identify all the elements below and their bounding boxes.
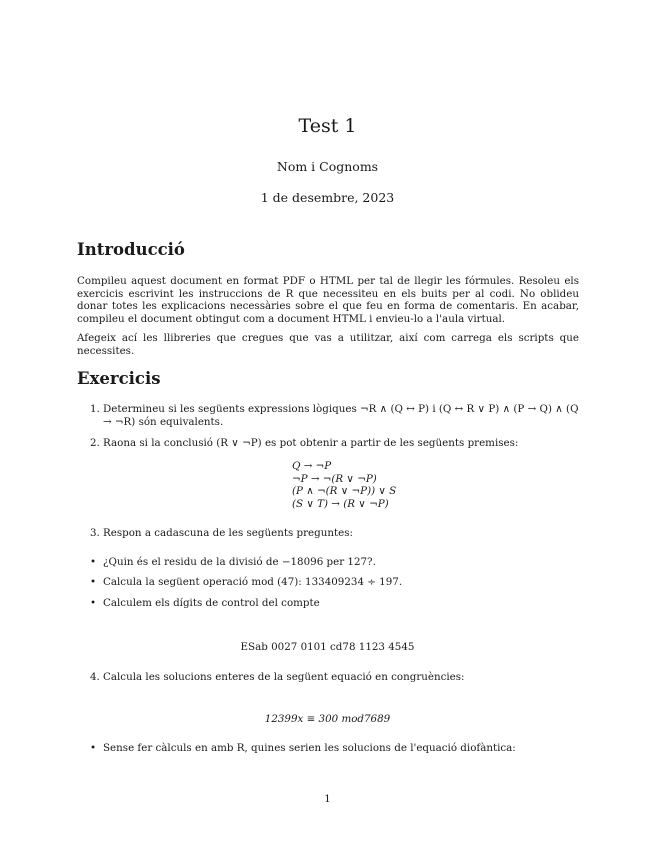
exercise-text: Respon a cadascuna de les següents preguntes: <box>103 527 353 539</box>
bullet-text: Calcula la següent operació mod (47): 133409234 ÷ 197. <box>103 576 403 588</box>
bullet-text: Calculem els dígits de control del compte <box>103 597 320 609</box>
page-number: 1 <box>324 793 331 805</box>
bullet-text: Sense fer càlculs en amb R, quines serien les solucions de l'equació diofàntica: <box>103 742 516 754</box>
section-heading-exercises: Exercicis <box>77 369 161 388</box>
document-title: Test 1 <box>298 115 357 137</box>
exercise-text: Raona si la conclusió (R ∨ ¬P) es pot obtenir a partir de les següents premises: <box>103 437 519 449</box>
document-date: 1 de desembre, 2023 <box>260 190 395 205</box>
bullet-text: ¿Quin és el residu de la divisió de −18096 per 127?. <box>103 556 376 568</box>
account-display: ESab 0027 0101 cd78 1123 4545 <box>240 641 415 653</box>
premises-list <box>292 460 396 511</box>
exercise-number: 1. <box>90 403 100 415</box>
exercise-number: 2. <box>90 437 100 449</box>
premise-line: Q → ¬P <box>292 460 332 472</box>
section-heading-intro: Introducció <box>77 240 185 259</box>
premise-line: (P ∧ ¬(R ∨ ¬P)) ∨ S <box>292 485 397 498</box>
premise-line: (S ∨ T) → (R ∨ ¬P) <box>292 498 389 511</box>
exercise-item-2 <box>90 437 580 451</box>
bullet-dot-icon: • <box>90 597 97 609</box>
document-author: Nom i Cognoms <box>276 159 379 174</box>
exercise-item-4 <box>90 671 580 685</box>
exercise-item-1 <box>90 403 580 429</box>
bullet-dot-icon: • <box>90 742 97 754</box>
exercise-number: 3. <box>90 527 100 539</box>
bullet-dot-icon: • <box>90 556 97 568</box>
intro-paragraph-2: Afegeix ací les llibreries que cregues que vas a utilitzar, així com carrega els scripts que necessites. <box>77 332 579 357</box>
bullet-item <box>90 556 376 568</box>
bullet-item <box>90 597 320 609</box>
bullet-item <box>90 742 516 754</box>
bullet-dot-icon: • <box>90 576 97 588</box>
intro-paragraph-1: Compileu aquest document en format PDF o HTML per tal de llegir les fórmules. Resoleu els exercicis escrivint les instruccions de R que necessiteu en els buits per al codi. No oblideu donar totes les explicacions necessàries sobre el que feu en forma de comentaris. En acabar, compileu el document obtingut com a document HTML i envieu-lo a l'aula virtual. <box>77 275 579 326</box>
exercise-item-3 <box>90 527 580 541</box>
bullet-item <box>90 576 402 588</box>
exercise-text: Determineu si les següents expressions lògiques ¬R ∧ (Q ↔ P) i (Q ↔ R ∨ P) ∧ (P → Q) ∧ (Q → ¬R) són equivalents. <box>103 403 579 428</box>
congruence-equation: 12399x ≡ 300 mod7689 <box>264 713 391 725</box>
exercise-text: Calcula les solucions enteres de la següent equació en congruències: <box>103 671 465 683</box>
premise-line: ¬P → ¬(R ∨ ¬P) <box>292 472 377 485</box>
exercise-number: 4. <box>90 671 100 683</box>
